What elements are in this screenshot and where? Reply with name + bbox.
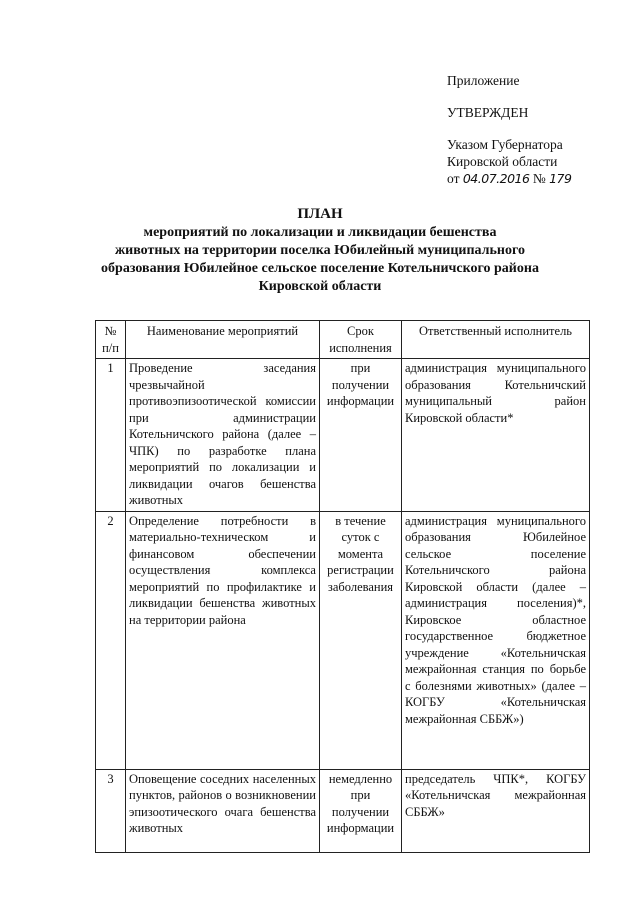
header-term: Срок исполнения — [320, 321, 402, 359]
row-num: 2 — [96, 511, 126, 769]
row-name: Определение потребности в материально-техническом и финансовом обеспечении осуществления комплекса мероприятий по профилактике и ликвидации бешенства животных на территории района — [126, 511, 320, 769]
decree-line-1: Указом Губернатора — [447, 137, 563, 152]
header-num: № п/п — [96, 321, 126, 359]
table-header-row — [96, 321, 590, 359]
appendix-label: Приложение — [447, 73, 520, 88]
row-responsible: администрация муниципального образования Юбилейное сельское поселение Котельничского района Кировской области (далее – администрация поселения)*, Кировское областное государственное бюджетное учреждение «Котельничская межрайонная станция по борьбе с болезнями животных» (далее – КОГБУ «Котельничская межрайонная СББЖ») — [402, 511, 590, 769]
plan-table — [95, 320, 590, 853]
table-row — [96, 511, 590, 769]
row-responsible: администрация муниципального образования Котельничский муниципальный район Кировской области* — [402, 359, 590, 512]
number-prefix: № — [532, 171, 546, 186]
handwritten-number: 179 — [549, 171, 572, 186]
date-prefix: от — [447, 171, 460, 186]
plan-subtitle-line-3: образования Юбилейное сельское поселение Котельничского района — [101, 261, 539, 276]
plan-subtitle-line-2: животных на территории поселка Юбилейный муниципального — [114, 243, 525, 258]
table-row — [96, 769, 590, 852]
approved-label: УТВЕРЖДЕН — [447, 105, 529, 120]
row-responsible: председатель ЧПК*, КОГБУ «Котельничская межрайонная СББЖ» — [402, 769, 590, 852]
table-row — [96, 359, 590, 512]
row-num: 3 — [96, 769, 126, 852]
row-term: при получении информации — [320, 359, 402, 512]
row-term: немедленно при получении информации — [320, 769, 402, 852]
decree-line-2: Кировской области — [447, 154, 558, 169]
row-name: Проведение заседания чрезвычайной противоэпизоотической комиссии при администрации Котельничского района (далее – ЧПК) по разработке плана мероприятий по локализации и ликвидации очагов бешенства животных — [126, 359, 320, 512]
row-term: в течение суток с момента регистрации заболевания — [320, 511, 402, 769]
plan-title — [60, 205, 580, 296]
plan-heading: ПЛАН — [297, 206, 343, 222]
header-name: Наименование мероприятий — [126, 321, 320, 359]
header-responsible: Ответственный исполнитель — [402, 321, 590, 359]
handwritten-date: 04.07.2016 — [462, 171, 530, 186]
row-name: Оповещение соседних населенных пунктов, районов о возникновении эпизоотического очага бешенства животных — [126, 769, 320, 852]
decree-date-line — [447, 170, 571, 187]
plan-subtitle-line-4: Кировской области — [258, 279, 382, 294]
row-num: 1 — [96, 359, 126, 512]
plan-subtitle-line-1: мероприятий по локализации и ликвидации бешенства — [143, 225, 497, 240]
approval-block — [447, 72, 571, 187]
